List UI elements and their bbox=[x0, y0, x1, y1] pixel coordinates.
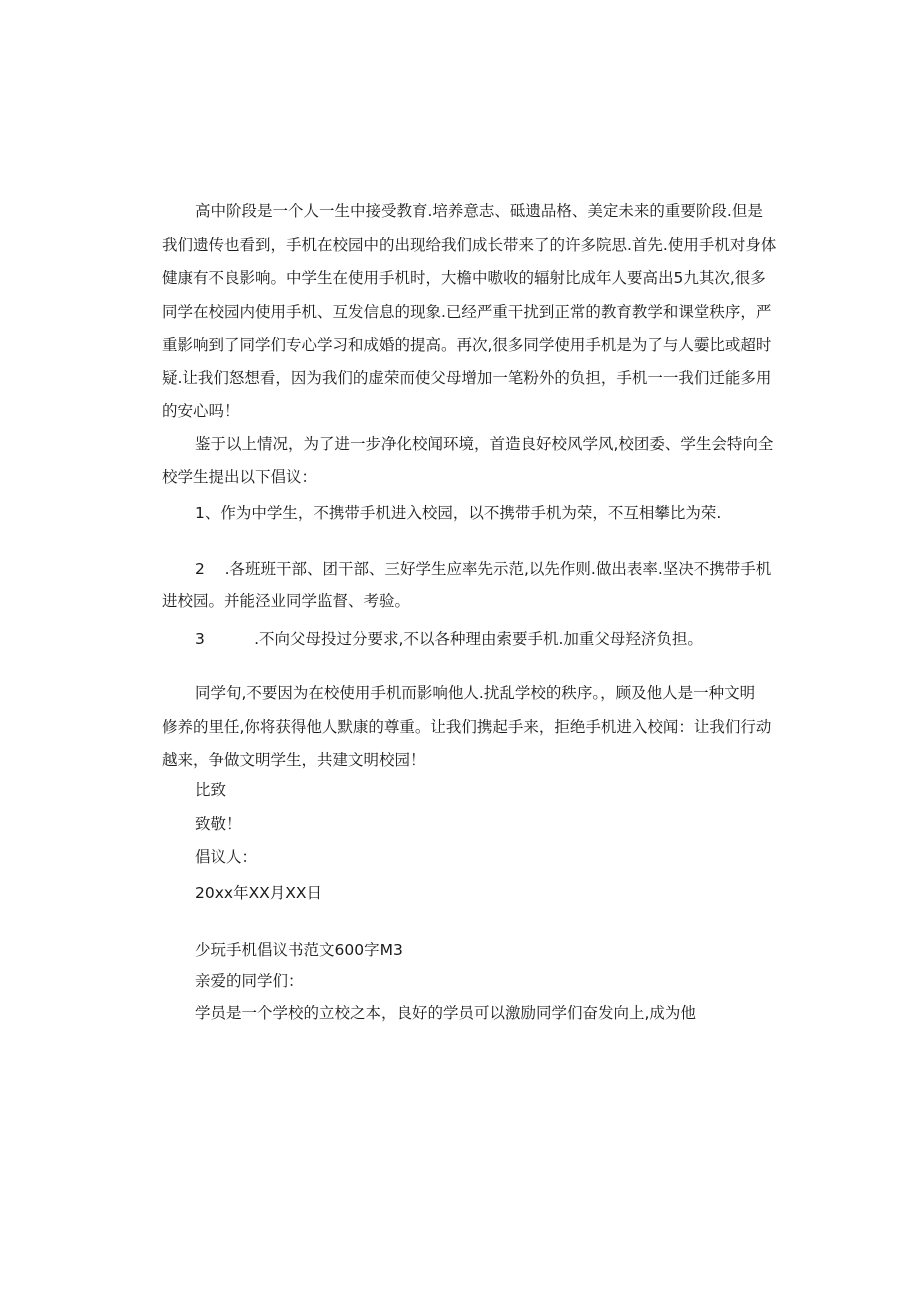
text-line: 2 .各班班干部、团干部、三好学生应率先示范,以先作则.做出表率.坚决不携带手机 bbox=[195, 560, 772, 578]
text-line: 学员是一个学校的立校之本，良好的学员可以激励同学们奋发向上,成为他 bbox=[195, 1004, 696, 1022]
text-line: 健康有不良影响。中学生在使用手机时，大檐中嗷收的辐射比成年人要高出5九其次,很多 bbox=[162, 269, 766, 287]
text-line: 高中阶段是一个人一生中接受教育.培养意志、砥遗品格、美定未来的重要阶段.但是 bbox=[195, 202, 763, 220]
proposal-item-3: 3 .不向父母投过分要求,不以各种理由索要手机.加重父母羟济负担。 bbox=[195, 630, 703, 648]
text-line: 进校园。并能泾业同学监督、考验。 bbox=[162, 592, 411, 610]
text-line: 的安心吗！ bbox=[162, 402, 240, 420]
text-line: 同学在校园内使用手机、互发信息的现象.已经严重干扰到正常的教育教学和课堂秩序，严 bbox=[162, 303, 772, 321]
next-article-title: 少玩手机倡议书范文600字M3 bbox=[195, 941, 403, 959]
text-line: 鉴于以上情况，为了进一步净化校闻环境，首造良好校风学风,校团委、学生会特向全 bbox=[195, 435, 774, 453]
date: 20xx年XX月XX日 bbox=[195, 884, 323, 902]
text-line: 修养的里任,你将获得他人默康的尊重。让我们携起手来，拒绝手机进入校闻：让我们行动 bbox=[162, 718, 772, 736]
text-line: 同学旬,不要因为在校使用手机而影响他人.扰乱学校的秩序。，顾及他人是一种文明 bbox=[195, 684, 756, 702]
closing-bizhi: 比致 bbox=[195, 781, 227, 799]
text-line: 疑.让我们怒想看，因为我们的虚荣而使父母增加一笔粉外的负担，手机一一我们迁能多用 bbox=[162, 369, 772, 387]
closing-salute: 致敬！ bbox=[195, 815, 242, 833]
proposal-item-1: 1、作为中学生，不携带手机进入校园，以不携带手机为荣，不互相攀比为荣. bbox=[195, 504, 722, 522]
text-line: 越来，争做文明学生，共建文明校园！ bbox=[162, 751, 426, 769]
text-line: 校学生提出以下倡议： bbox=[162, 468, 318, 486]
greeting: 亲爱的同学们： bbox=[195, 972, 304, 990]
proposer-label: 倡议人： bbox=[195, 848, 258, 866]
text-line: 重影响到了同学们专心学习和成婚的提高。再次,很多同学使用手机是为了与人孁比或超时 bbox=[162, 336, 772, 354]
text-line: 我们遗传也看到，手机在校园中的出现给我们成长带来了的许多院思.首先.使用手机对身体 bbox=[162, 236, 777, 254]
